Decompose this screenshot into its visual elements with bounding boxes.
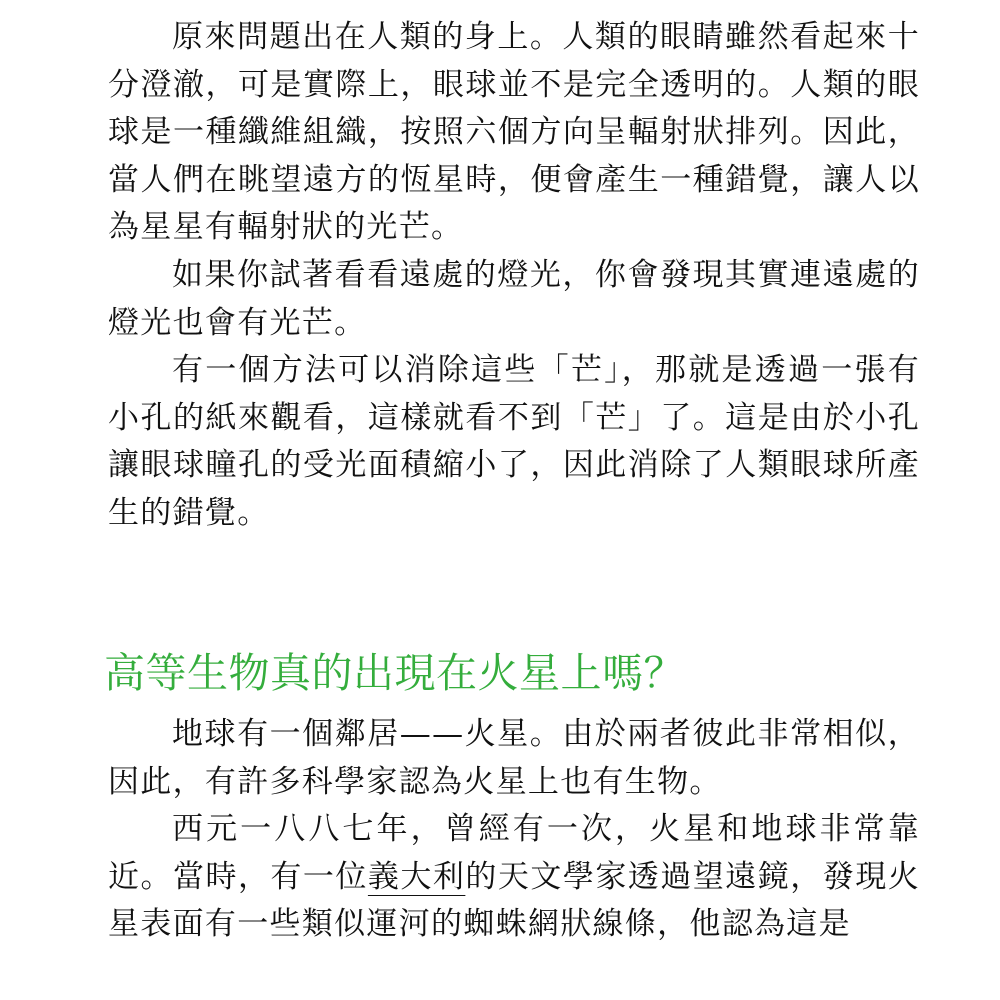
section-heading: 高等生物真的出現在火星上嗎？ [104,649,685,697]
proper-name-underlined: 義大利 [367,858,466,895]
paragraph-2: 如果你試著看看遠處的燈光，你會發現其實連遠處的燈光也會有光芒。 [108,256,920,341]
paragraph-5 [108,806,920,949]
paragraph-4: 地球有一個鄰居——火星。由於兩者彼此非常相似，因此，有許多科學家認為火星上也有生物。 [108,716,920,800]
article-section-1 [108,14,920,538]
article-section-2 [108,711,920,949]
paragraph-1: 原來問題出在人類的身上。人類的眼睛雖然看起來十分澄澈，可是實際上，眼球並不是完全透明的。人類的眼球是一種纖維組織，按照六個方向呈輻射狀排列。因此，當人們在眺望遠方的恆星時，便會產生一種錯覺，讓人以為星星有輻射狀的光芒。 [108,19,920,246]
paragraph-3: 有一個方法可以消除這些「芒」，那就是透過一張有小孔的紙來觀看，這樣就看不到「芒」了。這是由於小孔讓眼球瞳孔的受光面積縮小了，因此消除了人類眼球所產生的錯覺。 [108,352,920,531]
paragraph-5-text-b: 的天文學家透過望遠鏡，發現火星表面有一些類似運河的蜘蛛網狀線條，他認為這是 [108,858,921,943]
paragraph-5-text-a: 西元一八八七年，曾經有一次，火星和地球非常靠近。當時，有一位 [108,811,920,895]
